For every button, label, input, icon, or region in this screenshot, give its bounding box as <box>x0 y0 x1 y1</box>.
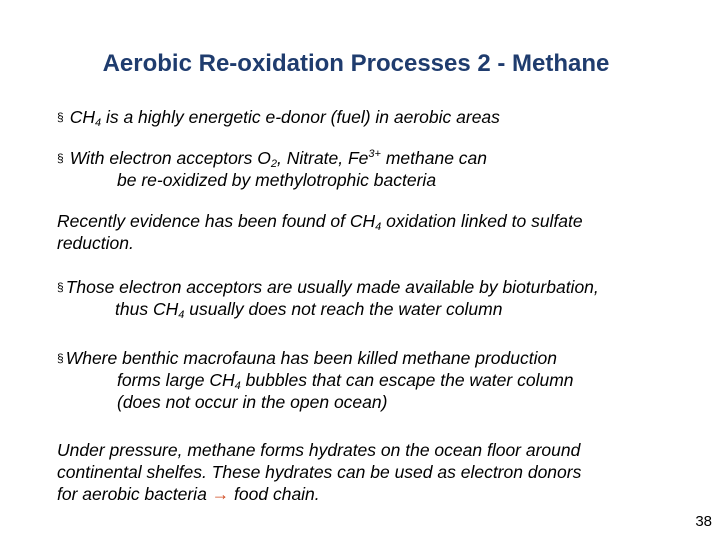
bullet-electron-acceptors: § With electron acceptors $O_2$, Nitrate, $Fe^{3+}$ methane can be re-oxidized by methylotrophic bacteria <box>57 148 488 190</box>
bullet-continuation: forms large $CH_4$ bubbles that can escape the water column <box>117 370 574 392</box>
arrow-right-icon: → <box>211 484 230 504</box>
bullet-continuation-2: (does not occur in the open ocean) <box>117 392 388 412</box>
bullet-continuation: be re-oxidized by methylotrophic bacteria <box>117 170 437 190</box>
page-number: 38 <box>695 513 712 530</box>
bullet-icon: § <box>57 280 64 294</box>
slide-title: Aerobic Re-oxidation Processes 2 - Methane <box>102 50 610 77</box>
bullet-icon: § <box>57 110 64 124</box>
bullet-icon: § <box>57 351 64 365</box>
bullet-ch4-energetic: § $CH_4$ is a highly energetic e-donor (fuel) in aerobic areas <box>57 107 500 129</box>
paragraph-hydrates: Under pressure, methane forms hydrates on the ocean floor around continental shelfes. These hydrates can be used as electron donors for aerobic bacteria → food chain. <box>57 440 582 504</box>
bullet-macrofauna: § Where benthic macrofauna has been killed methane production forms large $CH_4$ bubbles that can escape the water column (does not occur in the open ocean) <box>57 348 574 412</box>
paragraph-continuation: reduction. <box>57 233 134 253</box>
bullet-continuation: thus $CH_4$ usually does not reach the water column <box>115 299 503 321</box>
bullet-icon: § <box>57 151 64 165</box>
paragraph-sulfate-reduction: Recently evidence has been found of $CH_4$ oxidation linked to sulfate reduction. <box>57 211 583 253</box>
bullet-bioturbation: § Those electron acceptors are usually made available by bioturbation, thus $CH_4$ usually does not reach the water column <box>57 277 599 321</box>
